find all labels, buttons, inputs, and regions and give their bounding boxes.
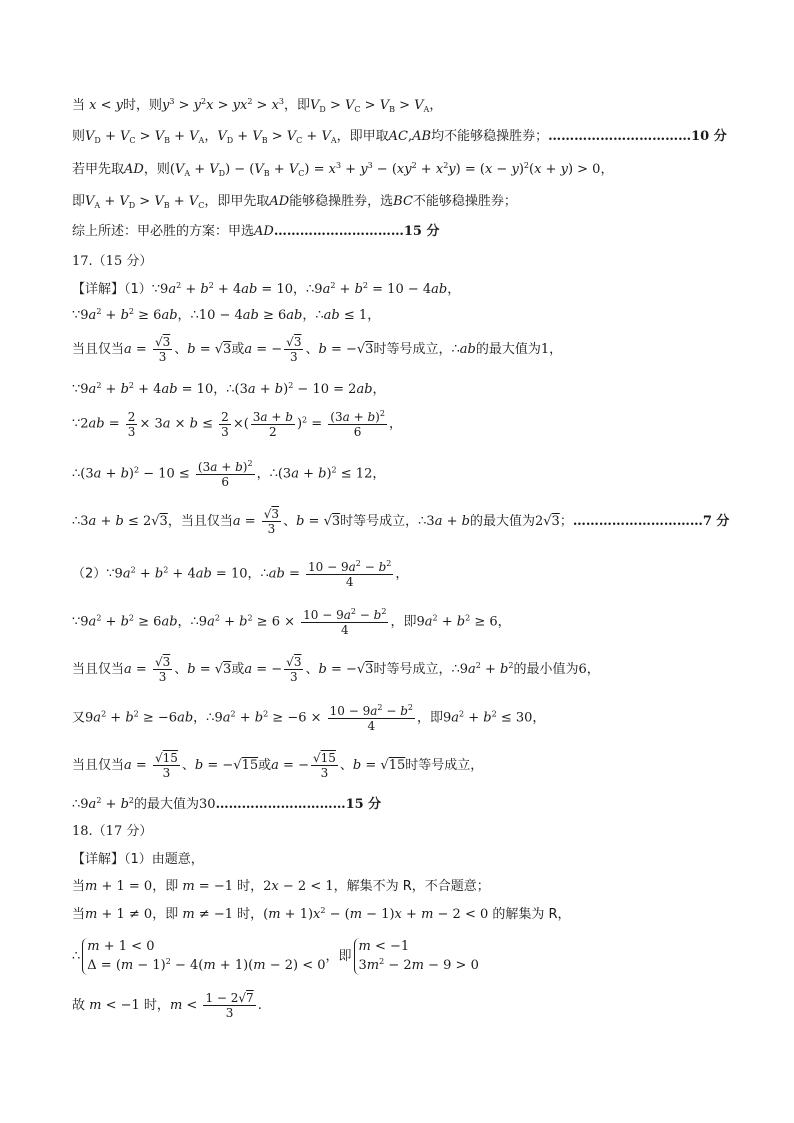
question-heading: 17.（15 分）	[72, 254, 153, 269]
text-line: $\because 9a^2 + b^2 \ge 6ab$，∴10 − 4ab ≥ 6ab，∴ab ≤ 1，	[72, 307, 381, 323]
text-line: 即$V_A + V_D > V_B + V_C$，即甲先取AD能够稳操胜券，选BC不能够稳操胜券；	[72, 194, 517, 210]
score-mark: …………………………15 分	[273, 224, 440, 239]
text-line: $\because 9a^2 + b^2 \ge 6ab$，$\therefore 9a^2 + b^2 \ge 6$ × $\frac{10 - 9a^2 - b^2}{4}$ ，即$9a^2 + b^2 \ge 6$，	[72, 607, 511, 637]
text-line: 当m + 1 ≠ 0，即 m ≠ −1 时，$(m + 1)x^2 - (m - 1)x + m - 2 < 0$ 的解集为 R，	[72, 906, 571, 922]
text-line: 当且仅当a = $\frac{√3}{3}$ 、b = √3或a = − $\frac{√3}{3}$ 、b = −√3时等号成立，$\therefore 9a^2 + b^2$的最小值为6，	[72, 655, 600, 684]
text-line: ∴3a + b ≤ 2√3，当且仅当a = $\frac{√3}{3}$ 、b = √3时等号成立，∴3a + b的最大值为2√3；…………………………7 分	[72, 507, 730, 536]
text-line: $\because 9a^2 + b^2 + 4ab = 10$，∴(3a + b)$^2$ − 10 = 2ab，	[72, 381, 386, 397]
text-line: $(2)\because 9a^2 + b^2 + 4ab = 10$，∴ab = $\frac{10 - 9a^2 - b^2}{4}$ ，	[72, 559, 409, 589]
score-mark: ……………………………10 分	[548, 129, 727, 144]
text-line: $\therefore 9a^2 + b^2$的最大值为30…………………………15 分	[72, 796, 382, 812]
text-line: 【详解】$(1)\because 9a^2 + b^2 + 4ab = 10$，$\therefore 9a^2 + b^2 = 10 - 4ab$，	[72, 281, 461, 297]
score-mark: …………………………15 分	[215, 797, 382, 812]
text-line: ∴(3a + b)$^2$ − 10 ≤ $\frac{(3a + b)^2}{6}$ ，∴(3a + b)$^2$ ≤ 12，	[72, 459, 386, 489]
text-line: ∵2ab = $\frac{2}{3}$ × 3a × b ≤ $\frac{2}{3}$ ×( $\frac{3a + b}{2}$ )$^2$ = $\frac{(3a + b)^2}{6}$ ，	[72, 409, 402, 439]
text-line: 当且仅当a = $\frac{√3}{3}$ 、b = √3或a = − $\frac{√3}{3}$ 、b = −√3时等号成立，∴ab的最大值为1，	[72, 335, 563, 364]
text-line: ∴m + 1 < 0 $\Delta = (m - 1)^2 - 4(m + 1)(m - 2) < 0$，即m < −1 $3m^2 - 2m - 9 > 0$	[72, 938, 479, 975]
text-line: 若甲先取AD，则$(V_A + V_D) - (V_B + V_C) = x^3 + y^3 - (xy^2 + x^2y) = (x - y)^2(x + y) > 0$，	[72, 161, 614, 178]
text-line: 则$V_D + V_C > V_B + V_A$，$V_D + V_B > V_C + V_A$，即甲取AC,AB均不能够稳操胜券；……………………………10 分	[72, 129, 727, 145]
text-line: 当 x < y时，则$y^3 > y^2x > yx^2 > x^3$，即$V_D > V_C > V_B > V_A$，	[72, 97, 443, 114]
score-mark: …………………………7 分	[572, 514, 730, 529]
text-line: 当m + 1 = 0，即 m = −1 时，2x − 2 < 1，解集不为 R，不合题意；	[72, 879, 490, 894]
text-line: 【详解】（1）由题意，	[72, 852, 204, 867]
text-line: 又$9a^2 + b^2 \ge -6ab$，$\therefore 9a^2 + b^2 \ge -6$ × $\frac{10 - 9a^2 - b^2}{4}$ ，即$9a^2 + b^2 \le 30$，	[72, 703, 546, 733]
text-line: 综上所述：甲必胜的方案：甲选AD…………………………15 分	[72, 224, 440, 239]
text-line: 当且仅当a = $\frac{√15}{3}$ 、b = −√15或a = − $\frac{√15}{3}$ 、b = √15时等号成立，	[72, 751, 484, 780]
text-line: 故 m < −1 时，m < $\frac{1 - 2√7}{3}$ .	[72, 991, 262, 1020]
question-heading: 18.（17 分）	[72, 824, 153, 839]
